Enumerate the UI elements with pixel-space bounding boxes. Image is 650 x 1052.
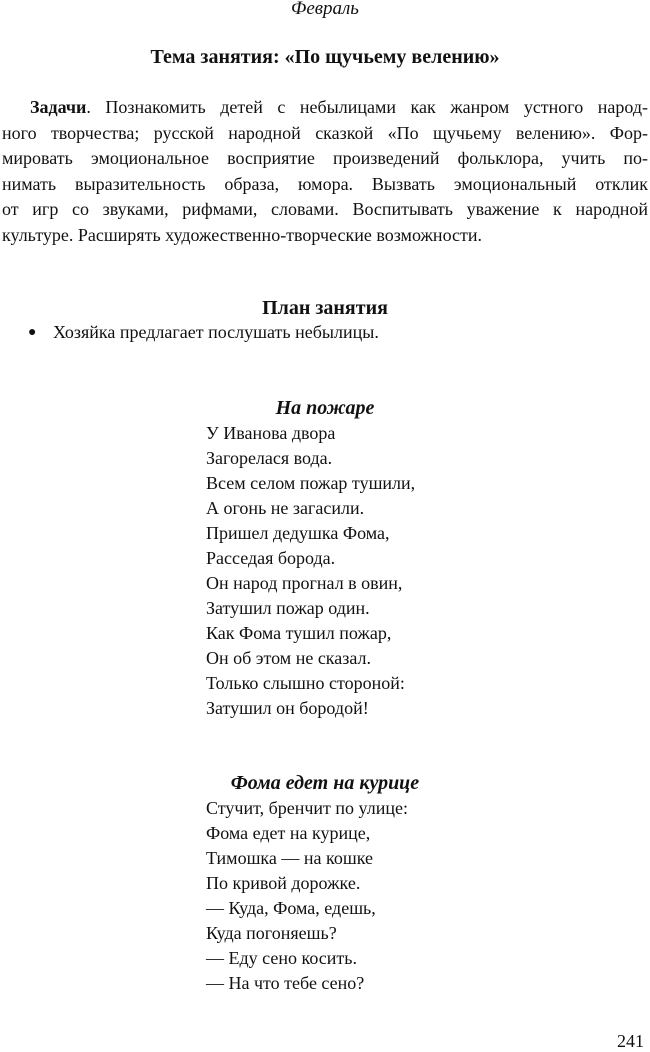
tasks-line: от игр со звуками, рифмами, словами. Воспитывать уважение к народной (2, 199, 648, 219)
plan-list (28, 320, 379, 345)
poem-line: Тимошка — на кошке (206, 848, 373, 868)
poem-line: Загорелася вода. (206, 448, 333, 468)
poem-line: — Куда, Фома, едешь, (206, 898, 376, 918)
poem-line: Всем селом пожар тушили, (206, 473, 416, 493)
tasks-paragraph (2, 95, 648, 248)
bullet-icon: ● (28, 325, 37, 340)
lesson-title: Тема занятия: «По щучьему велению» (150, 46, 500, 68)
tasks-line: ного творчества; русской народной сказкой «По щучьему велению». Фор- (2, 122, 648, 143)
poem-line: Он об этом не сказал. (206, 648, 372, 668)
poem-line: У Иванова двора (206, 423, 336, 443)
plan-item-text: Хозяйка предлагает послушать небылицы. (53, 322, 379, 342)
plan-title: План занятия (262, 297, 388, 319)
poem-line: Затушил он бородой! (206, 698, 369, 718)
tasks-line: нимать выразительность образа, юмора. Вызвать эмоциональный отклик (2, 173, 648, 194)
poem-line: Стучит, бренчит по улице: (206, 798, 409, 818)
tasks-line: культуре. Расширять художественно-творческие возможности. (2, 224, 483, 245)
poem-title: На пожаре (275, 397, 375, 419)
running-header: Февраль (291, 0, 359, 19)
tasks-line (2, 95, 648, 121)
tasks-text: . Познакомить детей с небылицами как жанром устного народ- (86, 97, 648, 117)
poem-title: Фома едет на курице (230, 772, 420, 794)
tasks-label: Задачи (30, 97, 87, 117)
poem-body (206, 421, 415, 721)
poem-line: А огонь не загасили. (206, 498, 365, 518)
poem-line: Он народ прогнал в овин, (206, 573, 403, 593)
tasks-line: мировать эмоциональное восприятие произведений фольклора, учить по- (2, 148, 648, 168)
poem-line: Пришел дедушка Фома, (206, 523, 390, 543)
poem-line: — Еду сено косить. (206, 948, 357, 968)
poem-line: По кривой дорожке. (206, 873, 361, 893)
poem-line: Расседая борода. (206, 548, 336, 568)
plan-item (28, 320, 379, 345)
poem-body (206, 796, 408, 996)
poem-line: Только слышно стороной: (206, 673, 405, 693)
poem-line: Фома едет на курице, (206, 823, 371, 843)
poem-line: Затушил пожар один. (206, 598, 370, 618)
page-number: 241 (617, 1031, 644, 1051)
poem-line: Куда погоняешь? (206, 923, 337, 943)
poem-line: Как Фома тушил пожар, (206, 623, 392, 643)
poem-line: — На что тебе сено? (206, 973, 365, 993)
